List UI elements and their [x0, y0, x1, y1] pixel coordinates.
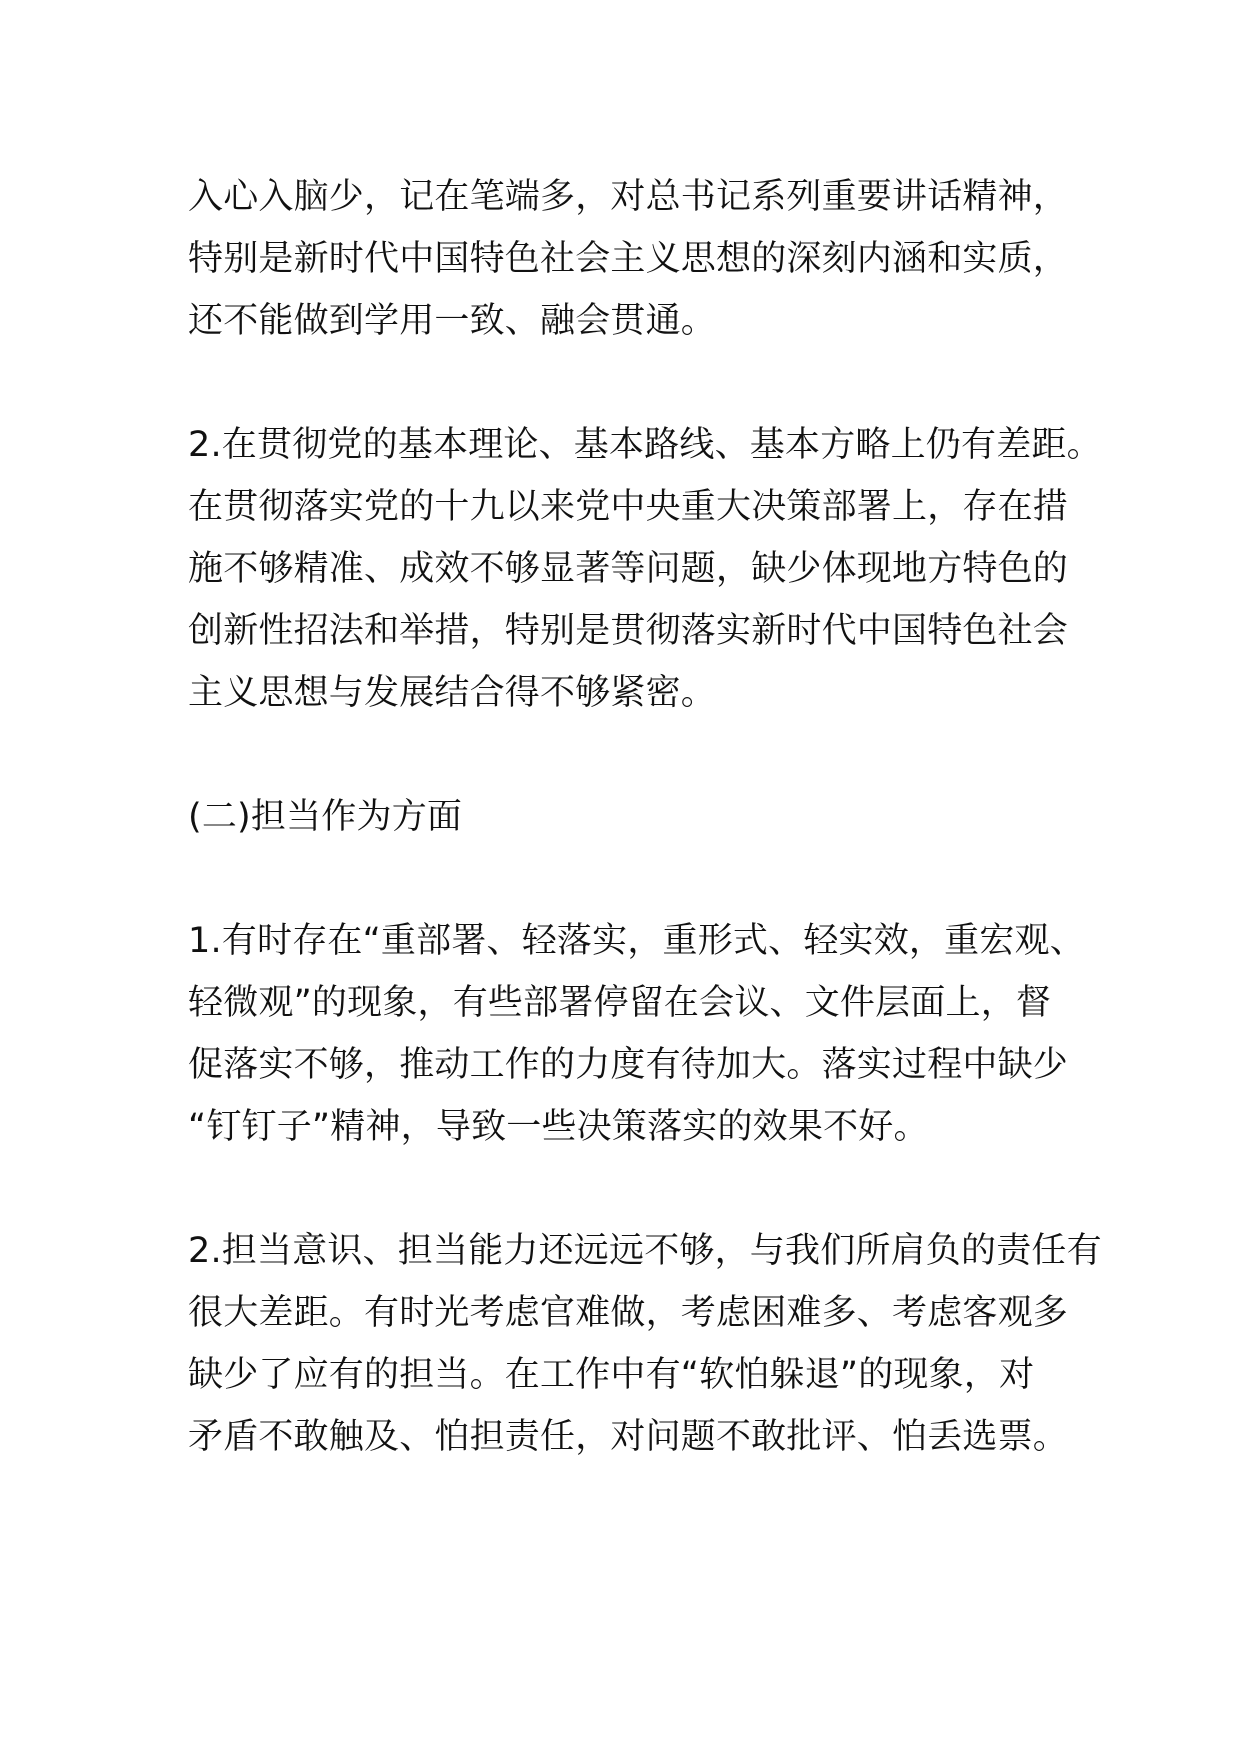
text-line: 施不够精准、成效不够显著等问题，缺少体现地方特色的 — [188, 549, 1069, 589]
paragraph-gap — [188, 1158, 1062, 1220]
section-heading — [188, 786, 1062, 848]
text-line: 特别是新时代中国特色社会主义思想的深刻内涵和实质， — [188, 239, 1069, 279]
text-line: 创新性招法和举措，特别是贯彻落实新时代中国特色社会 — [188, 611, 1069, 651]
paragraph-intro-continuation — [188, 166, 1069, 352]
text-line: “钉钉子”精神，导致一些决策落实的效果不好。 — [188, 1107, 929, 1147]
section-heading-text: (二)担当作为方面 — [188, 797, 463, 837]
paragraph-gap — [188, 352, 1062, 414]
text-line: 1.有时存在“重部署、轻落实，重形式、轻实效，重宏观、 — [188, 921, 1085, 961]
text-line: 在贯彻落实党的十九以来党中央重大决策部署上，存在措 — [188, 487, 1069, 527]
paragraph-item-2-responsibility — [188, 1220, 1102, 1468]
text-line: 矛盾不敢触及、怕担责任，对问题不敢批评、怕丢选票。 — [188, 1417, 1069, 1457]
text-line: 轻微观”的现象，有些部署停留在会议、文件层面上，督 — [188, 983, 1052, 1023]
text-line: 2.在贯彻党的基本理论、基本路线、基本方略上仍有差距。 — [188, 425, 1102, 465]
paragraph-item-2-theory — [188, 414, 1102, 724]
document-body — [188, 166, 1102, 1468]
text-line: 还不能做到学用一致、融会贯通。 — [188, 301, 717, 341]
paragraph-gap — [188, 724, 1062, 786]
paragraph-item-1-action — [188, 910, 1085, 1158]
text-line: 促落实不够，推动工作的力度有待加大。落实过程中缺少 — [188, 1045, 1069, 1085]
text-line: 主义思想与发展结合得不够紧密。 — [188, 673, 717, 713]
text-line: 2.担当意识、担当能力还远远不够，与我们所肩负的责任有 — [188, 1231, 1102, 1271]
text-line: 很大差距。有时光考虑官难做，考虑困难多、考虑客观多 — [188, 1293, 1069, 1333]
paragraph-gap — [188, 848, 1062, 910]
text-line: 入心入脑少，记在笔端多，对总书记系列重要讲话精神， — [188, 177, 1069, 217]
text-line: 缺少了应有的担当。在工作中有“软怕躲退”的现象，对 — [188, 1355, 1035, 1395]
